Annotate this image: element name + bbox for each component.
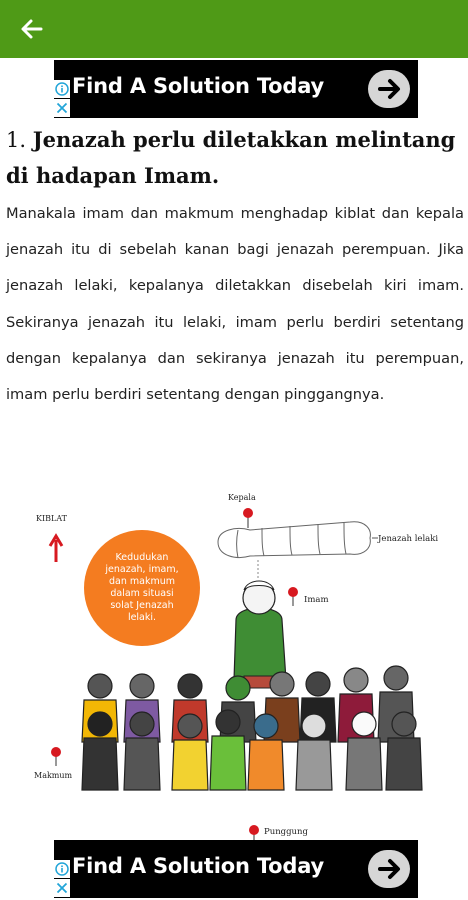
arrow-left-icon [14, 12, 50, 46]
ad-close-icon[interactable] [54, 879, 70, 897]
kepala-label: Kepala [228, 493, 256, 502]
bubble-line-5: solat Jenazah [110, 600, 174, 611]
punggung-pin-icon [249, 825, 259, 840]
ad-close-icon[interactable] [54, 99, 70, 117]
punggung-label: Punggung [264, 827, 308, 837]
kiblat-arrow-icon [50, 536, 62, 562]
heading-number: 1. [6, 128, 27, 152]
bubble-line-3: dan makmum [109, 576, 175, 587]
kepala-pin-icon [243, 508, 253, 528]
imam-pin-icon [288, 587, 298, 606]
makmum-label: Makmum [34, 771, 73, 780]
heading-title: Jenazah perlu diletakkan melintang di hadapan Imam. [6, 127, 456, 188]
bubble-line-1: Kedudukan [115, 552, 169, 563]
arrow-right-circle-icon [368, 70, 410, 108]
jenazah-label: Jenazah lelaki [378, 534, 439, 544]
back-button[interactable] [14, 12, 50, 46]
arrow-right-circle-icon [368, 850, 410, 888]
ad-info-icon[interactable] [54, 80, 70, 98]
ad-banner-bottom[interactable] [54, 840, 418, 898]
ad-headline[interactable]: Find A Solution Today [72, 854, 325, 878]
kiblat-label: KIBLAT [36, 514, 68, 523]
app-bar [0, 0, 468, 58]
makmum-pin-icon [51, 747, 61, 766]
bubble-line-2: jenazah, imam, [105, 564, 179, 575]
bubble-line-6: lelaki. [127, 612, 157, 623]
bubble-line-4: dalam situasi [110, 588, 174, 599]
article-heading [6, 122, 466, 194]
ad-headline[interactable]: Find A Solution Today [72, 74, 325, 98]
jenazah-body [218, 522, 370, 558]
imam-figure [234, 581, 286, 688]
imam-label: Imam [304, 595, 329, 605]
ad-arrow-button[interactable] [368, 70, 410, 108]
funeral-prayer-diagram [0, 470, 468, 840]
ad-arrow-button[interactable] [368, 850, 410, 888]
ad-banner-top[interactable] [54, 60, 418, 118]
article-body: Manakala imam dan makmum menghadap kiblat dan kepala jenazah itu di sebelah kanan bagi jenazah perempuan. Jika jenazah lelaki, kepalanya diletakkan disebelah kiri imam. Sekiranya jenazah itu lelaki, imam perlu berdiri setentang dengan kepalanya dan sekiranya jenazah itu perempuan, imam perlu berdiri setentang dengan pinggangnya. [6, 205, 464, 404]
ad-info-icon[interactable] [54, 860, 70, 878]
